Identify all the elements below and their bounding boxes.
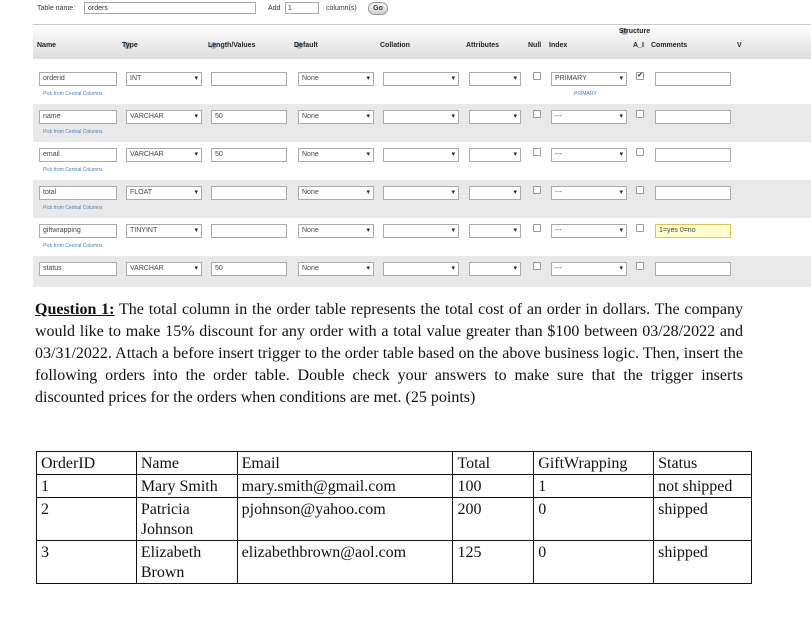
null-checkbox[interactable] <box>533 110 541 118</box>
name-cell: Elizabeth Brown <box>136 541 237 584</box>
field-attributes-select[interactable] <box>469 148 521 162</box>
field-length-input[interactable]: 50 <box>211 110 287 124</box>
question-label: Question 1: <box>35 301 115 318</box>
field-collation-select[interactable] <box>383 262 459 276</box>
null-checkbox[interactable] <box>533 262 541 270</box>
question-paragraph <box>35 299 743 409</box>
field-name-input[interactable]: orderid <box>39 72 117 86</box>
table-name-bar <box>0 0 811 18</box>
structure-heading: Structure <box>619 28 651 35</box>
go-button[interactable]: Go <box>368 2 388 15</box>
auto-increment-checkbox[interactable] <box>636 148 644 156</box>
field-length-input[interactable]: 50 <box>211 262 287 276</box>
table-row <box>37 475 752 498</box>
col-header-comments: Comments <box>651 42 688 49</box>
field-index-select[interactable]: --- ▾ <box>551 186 627 200</box>
field-index-select[interactable]: PRIMARY ▾ <box>551 72 627 86</box>
field-name-input[interactable]: status <box>39 262 117 276</box>
field-row <box>33 256 811 287</box>
field-index-select[interactable]: --- ▾ <box>551 148 627 162</box>
status-cell: not shipped <box>654 475 752 498</box>
field-type-select[interactable]: FLOAT ▾ <box>126 186 202 200</box>
null-checkbox[interactable] <box>533 72 541 80</box>
field-attributes-select[interactable] <box>469 110 521 124</box>
add-label: Add <box>268 5 281 12</box>
field-default-select[interactable]: None ▾ <box>298 224 374 238</box>
order-id-cell: 1 <box>37 475 137 498</box>
total-cell: 100 <box>453 475 534 498</box>
field-collation-select[interactable] <box>383 72 459 86</box>
col-header-collation: Collation <box>380 42 410 49</box>
field-type-select[interactable]: INT ▾ <box>126 72 202 86</box>
structure-header <box>33 24 811 59</box>
field-comment-input[interactable] <box>655 148 731 162</box>
col-header-index: Index <box>549 42 568 49</box>
field-index-select[interactable]: --- ▾ <box>551 262 627 276</box>
field-type-select[interactable]: VARCHAR ▾ <box>126 148 202 162</box>
total-cell: 125 <box>453 541 534 584</box>
table-name-label: Table name: <box>37 5 76 12</box>
field-comment-input[interactable] <box>655 186 731 200</box>
header-cell: Name <box>136 452 237 475</box>
null-checkbox[interactable] <box>533 186 541 194</box>
pick-central-columns-link[interactable]: Pick from Central Columns <box>43 91 103 97</box>
table-row <box>37 498 752 541</box>
field-row <box>33 180 811 218</box>
field-name-input[interactable]: total <box>39 186 117 200</box>
pick-central-columns-link[interactable]: Pick from Central Columns <box>43 205 103 211</box>
field-length-input[interactable]: 50 <box>211 148 287 162</box>
table-name-input[interactable]: orders <box>84 2 256 14</box>
phpmyadmin-structure-panel <box>0 0 811 287</box>
order-id-cell: 3 <box>37 541 137 584</box>
field-attributes-select[interactable] <box>469 72 521 86</box>
name-cell: Patricia Johnson <box>136 498 237 541</box>
columns-label: column(s) <box>326 5 357 12</box>
field-collation-select[interactable] <box>383 148 459 162</box>
giftwrapping-cell: 0 <box>534 498 654 541</box>
field-type-select[interactable]: VARCHAR ▾ <box>126 262 202 276</box>
auto-increment-checkbox[interactable]: ✔ <box>637 72 643 79</box>
email-cell: mary.smith@gmail.com <box>237 475 453 498</box>
field-attributes-select[interactable] <box>469 224 521 238</box>
status-cell: shipped <box>654 541 752 584</box>
col-header-name: Name <box>37 42 57 49</box>
header-cell: OrderID <box>37 452 137 475</box>
field-index-select[interactable]: --- ▾ <box>551 110 627 124</box>
col-header-default: Default <box>294 42 318 49</box>
field-name-input[interactable]: name <box>39 110 117 124</box>
field-default-select[interactable]: None ▾ <box>298 148 374 162</box>
order-id-cell: 2 <box>37 498 137 541</box>
field-attributes-select[interactable] <box>469 186 521 200</box>
giftwrapping-cell: 1 <box>534 475 654 498</box>
field-index-select[interactable]: --- ▾ <box>551 224 627 238</box>
field-name-input[interactable]: email <box>39 148 117 162</box>
null-checkbox[interactable] <box>533 224 541 232</box>
field-default-select[interactable]: None ▾ <box>298 186 374 200</box>
field-comment-input[interactable]: 1=yes 0=no <box>655 224 731 238</box>
field-row <box>33 142 811 180</box>
field-row <box>33 218 811 256</box>
question-text: The total column in the order table represents the total cost of an order in dollars. The company would like to make 15% discount for any order with a total value greater than $100 between 03/28/2022 and 03/31/2022. Attach a before insert trigger to the order table based on the above business logic. Then, insert the following orders into the order table. Double check your answers to make sure that the trigger inserts discounted prices for the orders when conditions are met. (25 points) <box>35 301 743 406</box>
orders-header-row <box>37 452 752 475</box>
auto-increment-checkbox[interactable] <box>636 186 644 194</box>
col-header-length: Length/Values <box>208 42 256 49</box>
email-cell: pjohnson@yahoo.com <box>237 498 453 541</box>
col-header-ai: A_I <box>633 42 644 49</box>
header-cell: Email <box>237 452 453 475</box>
col-header-type: Type <box>122 42 138 49</box>
header-cell: Status <box>654 452 752 475</box>
field-default-select[interactable]: None ▾ <box>298 262 374 276</box>
giftwrapping-cell: 0 <box>534 541 654 584</box>
auto-increment-checkbox[interactable] <box>636 224 644 232</box>
primary-index-label: PRIMARY <box>574 91 597 97</box>
table-row <box>37 541 752 584</box>
field-comment-input[interactable] <box>655 110 731 124</box>
status-cell: shipped <box>654 498 752 541</box>
pick-central-columns-link[interactable]: Pick from Central Columns <box>43 129 103 135</box>
field-row <box>33 104 811 142</box>
auto-increment-checkbox[interactable] <box>636 110 644 118</box>
field-length-input[interactable] <box>211 72 287 86</box>
header-cell: GiftWrapping <box>534 452 654 475</box>
field-comment-input[interactable] <box>655 72 731 86</box>
header-cell: Total <box>453 452 534 475</box>
field-collation-select[interactable] <box>383 186 459 200</box>
field-name-input[interactable]: giftwrapping <box>39 224 117 238</box>
orders-table <box>36 451 752 584</box>
field-attributes-select[interactable] <box>469 262 521 276</box>
field-comment-input[interactable] <box>655 262 731 276</box>
field-type-select[interactable]: TINYINT ▾ <box>126 224 202 238</box>
null-checkbox[interactable] <box>533 148 541 156</box>
pick-central-columns-link[interactable]: Pick from Central Columns <box>43 167 103 173</box>
field-default-select[interactable]: None ▾ <box>298 72 374 86</box>
col-header-more: V <box>737 42 742 49</box>
field-length-input[interactable] <box>211 186 287 200</box>
field-collation-select[interactable] <box>383 110 459 124</box>
auto-increment-checkbox[interactable] <box>636 262 644 270</box>
col-header-attributes: Attributes <box>466 42 500 49</box>
field-row <box>33 66 811 104</box>
col-header-null: Null <box>528 42 542 49</box>
field-type-select[interactable]: VARCHAR ▾ <box>126 110 202 124</box>
field-length-input[interactable] <box>211 224 287 238</box>
name-cell: Mary Smith <box>136 475 237 498</box>
field-default-select[interactable]: None ▾ <box>298 110 374 124</box>
pick-central-columns-link[interactable]: Pick from Central Columns <box>43 243 103 249</box>
total-cell: 200 <box>453 498 534 541</box>
add-columns-input[interactable]: 1 <box>285 2 319 14</box>
field-collation-select[interactable] <box>383 224 459 238</box>
email-cell: elizabethbrown@aol.com <box>237 541 453 584</box>
